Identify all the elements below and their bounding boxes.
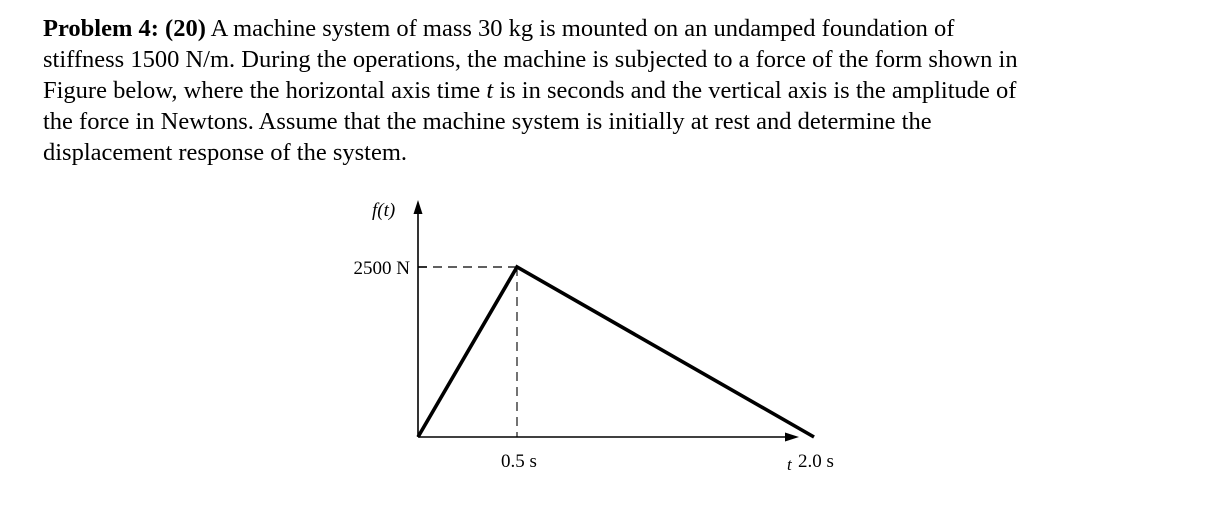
x-tick-label-0-5: 0.5 s bbox=[501, 451, 537, 472]
x-axis-arrow bbox=[785, 433, 799, 442]
x-axis-label: t bbox=[787, 455, 792, 474]
y-axis-label: f(t) bbox=[372, 200, 396, 221]
problem-text-3a: Figure below, where the horizontal axis time bbox=[43, 77, 487, 104]
y-axis-arrow bbox=[414, 200, 423, 214]
problem-line-2: stiffness 1500 N/m. During the operations, the machine is subjected to a force of the form shown in bbox=[43, 46, 1018, 73]
problem-line-5: displacement response of the system. bbox=[43, 139, 408, 166]
x-tick-label-2-0: 2.0 s bbox=[798, 451, 834, 472]
problem-line-4: the force in Newtons. Assume that the machine system is initially at rest and determine the bbox=[43, 108, 932, 135]
y-tick-label-2500: 2500 N bbox=[353, 258, 410, 279]
problem-points: (20) bbox=[165, 15, 206, 42]
problem-text-3b: is in seconds and the vertical axis is the amplitude of bbox=[493, 77, 1017, 104]
time-variable: t bbox=[486, 77, 494, 104]
problem-label: Problem 4: bbox=[43, 15, 159, 42]
problem-text-1: A machine system of mass 30 kg is mounted on an undamped foundation of bbox=[205, 15, 955, 42]
force-series-line bbox=[418, 267, 814, 437]
